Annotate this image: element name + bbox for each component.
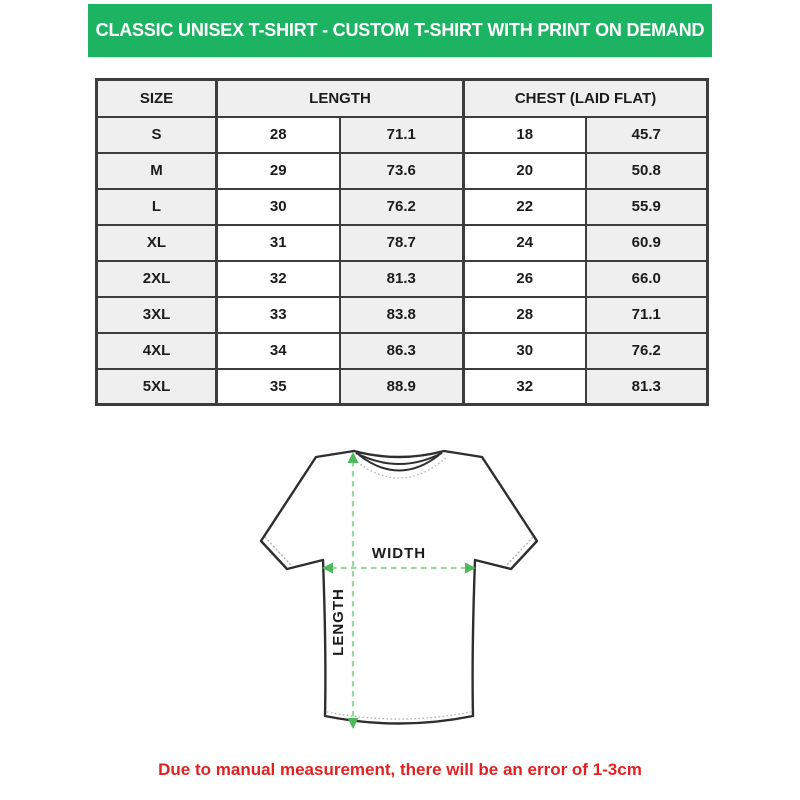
chest-cm-cell: 50.8 <box>586 153 708 189</box>
size-cell: S <box>97 117 217 153</box>
title-banner <box>88 4 712 58</box>
table-row <box>97 117 708 153</box>
length-cm-cell: 71.1 <box>340 117 464 153</box>
tshirt-measurement-diagram <box>230 415 570 760</box>
length-cm-cell: 86.3 <box>340 333 464 369</box>
length-cm-cell: 73.6 <box>340 153 464 189</box>
length-in-cell: 31 <box>217 225 340 261</box>
tshirt-diagram-svg <box>230 415 570 760</box>
chest-cm-cell: 71.1 <box>586 297 708 333</box>
length-in-cell: 29 <box>217 153 340 189</box>
chest-cm-cell: 66.0 <box>586 261 708 297</box>
table-row <box>97 225 708 261</box>
table-row <box>97 369 708 405</box>
length-in-cell: 34 <box>217 333 340 369</box>
length-in-cell: 30 <box>217 189 340 225</box>
tshirt-outline <box>261 451 537 724</box>
length-in-cell: 28 <box>217 117 340 153</box>
table-row <box>97 261 708 297</box>
size-cell: 4XL <box>97 333 217 369</box>
chest-cm-cell: 81.3 <box>586 369 708 405</box>
size-cell: L <box>97 189 217 225</box>
header-length: LENGTH <box>217 80 464 117</box>
table-row <box>97 153 708 189</box>
chest-in-cell: 28 <box>464 297 586 333</box>
length-cm-cell: 88.9 <box>340 369 464 405</box>
size-cell: 2XL <box>97 261 217 297</box>
table-row <box>97 333 708 369</box>
length-in-cell: 35 <box>217 369 340 405</box>
table-header-row <box>97 80 708 117</box>
size-chart-table <box>95 78 709 406</box>
chest-cm-cell: 76.2 <box>586 333 708 369</box>
length-cm-cell: 78.7 <box>340 225 464 261</box>
length-in-cell: 32 <box>217 261 340 297</box>
length-arrow-down <box>348 718 359 729</box>
chest-cm-cell: 60.9 <box>586 225 708 261</box>
chest-in-cell: 22 <box>464 189 586 225</box>
width-label: WIDTH <box>371 545 427 562</box>
length-cm-cell: 83.8 <box>340 297 464 333</box>
size-table-rows <box>97 117 708 405</box>
chest-cm-cell: 45.7 <box>586 117 708 153</box>
length-cm-cell: 81.3 <box>340 261 464 297</box>
chest-in-cell: 30 <box>464 333 586 369</box>
header-size: SIZE <box>97 80 217 117</box>
length-in-cell: 33 <box>217 297 340 333</box>
length-cm-cell: 76.2 <box>340 189 464 225</box>
table-row <box>97 189 708 225</box>
size-cell: 3XL <box>97 297 217 333</box>
page-title: CLASSIC UNISEX T-SHIRT - CUSTOM T-SHIRT WITH PRINT ON DEMAND <box>95 20 705 40</box>
chest-in-cell: 32 <box>464 369 586 405</box>
size-cell: 5XL <box>97 369 217 405</box>
measurement-error-note: Due to manual measurement, there will be an error of 1-3cm <box>158 760 642 779</box>
header-chest: CHEST (LAID FLAT) <box>464 80 708 117</box>
chest-cm-cell: 55.9 <box>586 189 708 225</box>
chest-in-cell: 26 <box>464 261 586 297</box>
table-row <box>97 297 708 333</box>
chest-in-cell: 24 <box>464 225 586 261</box>
size-cell: M <box>97 153 217 189</box>
chest-in-cell: 20 <box>464 153 586 189</box>
length-label: LENGTH <box>330 588 347 656</box>
chest-in-cell: 18 <box>464 117 586 153</box>
size-cell: XL <box>97 225 217 261</box>
